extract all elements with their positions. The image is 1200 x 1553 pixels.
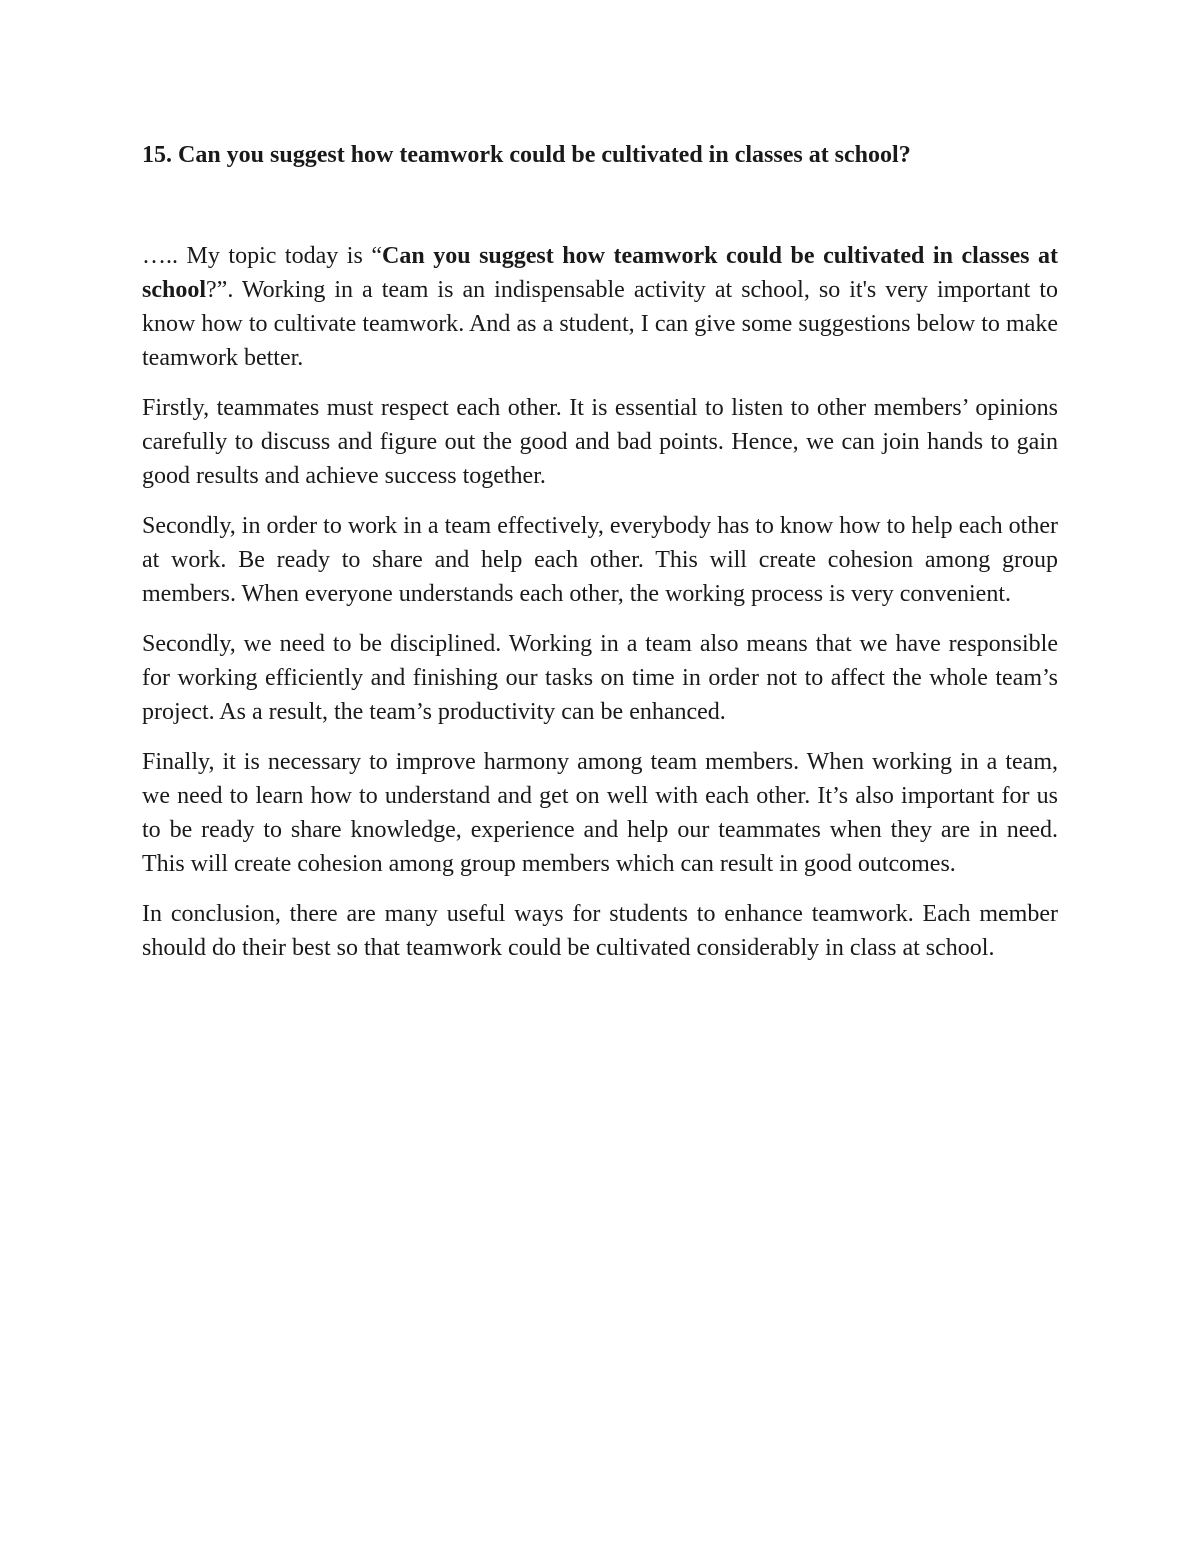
- intro-paragraph: [142, 239, 1058, 375]
- paragraph-secondly-help: Secondly, in order to work in a team effectively, everybody has to know how to help each other at work. Be ready to share and help each other. This will create cohesion among group members. When everyone understands each other, the working process is very convenient.: [142, 513, 1058, 607]
- question-heading: 15. Can you suggest how teamwork could be cultivated in classes at school?: [142, 142, 911, 168]
- paragraph-firstly: Firstly, teammates must respect each other. It is essential to listen to other members’ opinions carefully to discuss and figure out the good and bad points. Hence, we can join hands to gain good results and achieve success together.: [142, 395, 1058, 489]
- paragraph-finally: Finally, it is necessary to improve harmony among team members. When working in a team, we need to learn how to understand and get on well with each other. It’s also important for us to be ready to share knowledge, experience and help our teammates when they are in need. This will create cohesion among group members which can result in good outcomes.: [142, 749, 1058, 877]
- paragraph-conclusion: In conclusion, there are many useful ways for students to enhance teamwork. Each member should do their best so that teamwork could be cultivated considerably in class at school.: [142, 901, 1058, 961]
- paragraph-secondly-discipline: Secondly, we need to be disciplined. Working in a team also means that we have responsible for working efficiently and finishing our tasks on time in order not to affect the whole team’s project. As a result, the team’s productivity can be enhanced.: [142, 631, 1058, 725]
- intro-bold-topic: Can you suggest how teamwork could be cultivated in classes at school: [142, 243, 1059, 303]
- intro-rest: ?”. Working in a team is an indispensable activity at school, so it's very important to know how to cultivate teamwork. And as a student, I can give some suggestions below to make teamwork better.: [142, 277, 1058, 371]
- document-body: [142, 138, 1058, 981]
- intro-lead: ….. My topic today is “: [142, 243, 382, 269]
